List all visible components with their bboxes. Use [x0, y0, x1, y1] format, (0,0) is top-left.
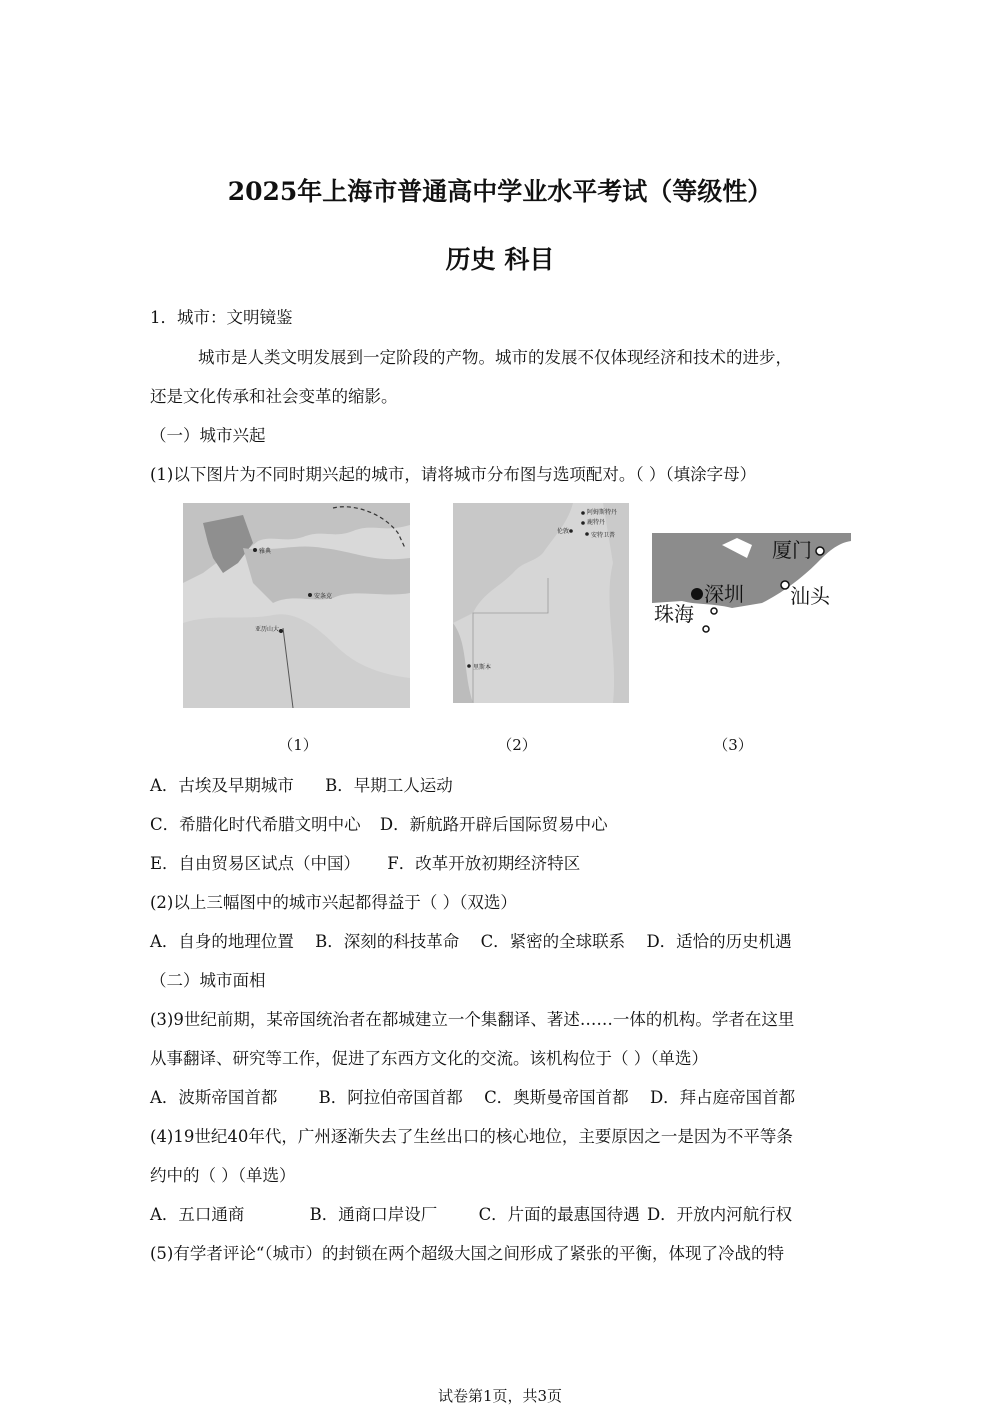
map-2-label-amsterdam: 阿姆斯特丹	[587, 509, 618, 516]
q1-options-row-3	[150, 850, 606, 874]
q4-option-c[interactable]: C．片面的最惠国待遇	[478, 1205, 640, 1224]
q4-options	[150, 1201, 818, 1225]
q1-options-row-1	[150, 772, 479, 796]
map-2-trade-centers	[453, 503, 629, 703]
part-1-heading: （一）城市兴起	[150, 426, 266, 445]
map-1-label-alexandria: 亚历山大	[255, 626, 280, 633]
map-1-hellenistic	[183, 503, 410, 708]
q1-option-e[interactable]: E．自由贸易区试点（中国）	[150, 854, 361, 873]
q3-option-c[interactable]: C．奥斯曼帝国首都	[484, 1088, 629, 1107]
map-1-caption: （1）	[278, 736, 318, 754]
q2-option-c[interactable]: C．紧密的全球联系	[480, 932, 626, 951]
q4-text-line-2: 约中的（ ）（单选）	[150, 1166, 296, 1185]
exam-title: 2025年上海市普通高中学业水平考试（等级性）	[227, 177, 773, 206]
q3-option-d[interactable]: D．拜占庭帝国首都	[649, 1088, 796, 1107]
q2-option-d[interactable]: D．适恰的历史机遇	[646, 932, 792, 951]
question-1-heading: 1．城市：文明镜鉴	[150, 308, 293, 327]
q1-option-d[interactable]: D．新航路开辟后国际贸易中心	[379, 815, 608, 834]
map-3-label-zhuhai: 珠海	[654, 602, 694, 626]
q2-option-b[interactable]: B．深刻的科技革命	[315, 932, 460, 951]
q1-option-b[interactable]: B．早期工人运动	[325, 776, 453, 795]
q2-option-a[interactable]: A．自身的地理位置	[150, 932, 294, 951]
q1-options-row-2	[150, 811, 634, 835]
intro-line-1: 城市是人类文明发展到一定阶段的产物。城市的发展不仅体现经济和技术的进步，	[198, 348, 792, 367]
q3-options	[150, 1084, 821, 1108]
map-2-caption: （2）	[497, 736, 537, 754]
q3-text-line-2: 从事翻译、研究等工作，促进了东西方文化的交流。该机构位于（ ）（单选）	[150, 1049, 708, 1068]
page-footer: 试卷第1页，共3页	[437, 1387, 563, 1405]
q4-option-a[interactable]: A．五口通商	[150, 1205, 245, 1224]
map-3-label-xiamen: 厦门	[772, 538, 812, 562]
q1-option-f[interactable]: F．改革开放初期经济特区	[387, 854, 581, 873]
q1-option-a[interactable]: A．古埃及早期城市	[150, 776, 294, 795]
map-2-label-antwerp: 安特卫普	[591, 532, 616, 539]
q3-option-a[interactable]: A．波斯帝国首都	[150, 1088, 278, 1107]
q5-text-line-1: (5)有学者评论“（城市）的封锁在两个超级大国之间形成了紧张的平衡，体现了冷战的特	[150, 1244, 785, 1263]
map-2-label-rotterdam: 鹿特丹	[587, 519, 606, 526]
q3-text-line-1: (3)9世纪前期，某帝国统治者在都城建立一个集翻译、著述……一体的机构。学者在这里	[150, 1010, 795, 1029]
map-3-label-shenzhen: 深圳	[704, 582, 744, 606]
map-3-sez	[652, 533, 851, 637]
map-2-label-lisbon: 里斯本	[473, 664, 492, 671]
q2-options	[150, 928, 818, 952]
q1-option-c[interactable]: C．希腊化时代希腊文明中心	[150, 815, 361, 834]
part-2-heading: （二）城市面相	[150, 971, 266, 990]
q4-text-line-1: (4)19世纪40年代，广州逐渐失去了生丝出口的核心地位，主要原因之一是因为不平等条	[150, 1127, 793, 1146]
map-3-label-shantou: 汕头	[790, 584, 830, 608]
q4-option-d[interactable]: D．开放内河航行权	[646, 1205, 793, 1224]
q2-text: (2)以上三幅图中的城市兴起都得益于（ ）（双选）	[150, 893, 517, 912]
intro-line-2: 还是文化传承和社会变革的缩影。	[150, 387, 398, 406]
q4-option-b[interactable]: B．通商口岸设厂	[309, 1205, 438, 1224]
subject-title: 历史 科目	[445, 245, 555, 274]
map-1-label-athens: 雅典	[259, 548, 272, 555]
q3-option-b[interactable]: B．阿拉伯帝国首都	[318, 1088, 463, 1107]
map-2-label-london: 伦敦	[557, 528, 570, 535]
map-3-caption: （3）	[713, 736, 753, 754]
q1-text: (1)以下图片为不同时期兴起的城市，请将城市分布图与选项配对。（ ）（填涂字母）	[150, 465, 757, 484]
map-1-label-antioch: 安条克	[314, 593, 333, 600]
